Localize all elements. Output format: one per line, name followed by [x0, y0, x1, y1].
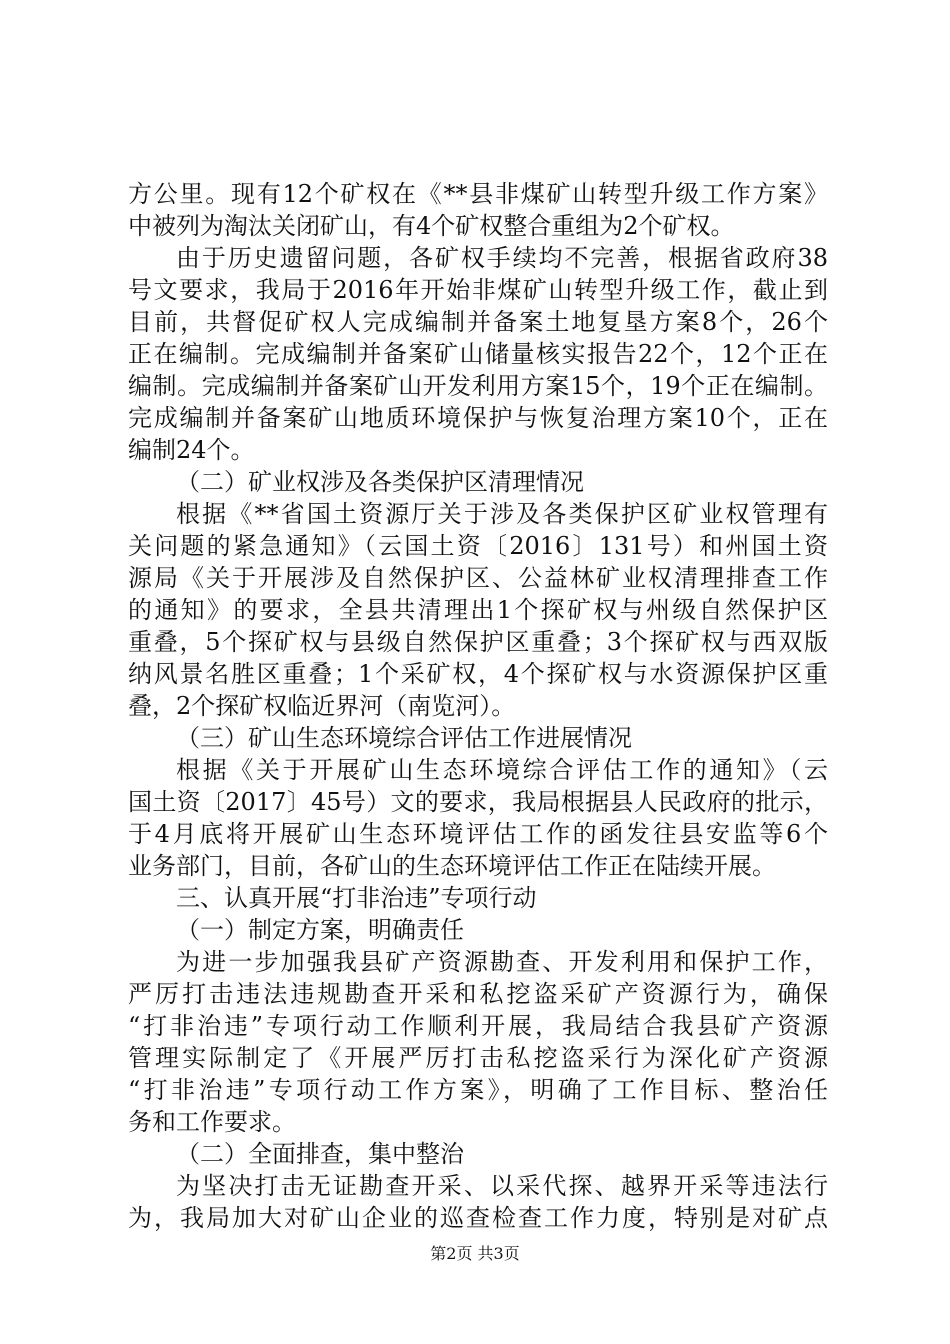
paragraph-line: 根据《**省国土资源厅关于涉及各类保护区矿业权管理有	[176, 500, 828, 528]
paragraph-line: 务和工作要求。	[128, 1108, 296, 1136]
paragraph-line: “打非治违”专项行动工作顺利开展，我局结合我县矿产资源	[128, 1012, 828, 1040]
paragraph-line: 纳风景名胜区重叠；1个采矿权，4个探矿权与水资源保护区重	[128, 660, 828, 688]
paragraph-line: 方公里。现有12个矿权在《**县非煤矿山转型升级工作方案》	[128, 180, 828, 208]
paragraph-line: 中被列为淘汰关闭矿山，有4个矿权整合重组为2个矿权。	[128, 212, 735, 240]
paragraph-line: 关问题的紧急通知》（云国土资〔2016〕131号）和州国土资	[128, 532, 828, 560]
paragraph-line: 为进一步加强我县矿产资源勘查、开发利用和保护工作，	[176, 948, 828, 976]
paragraph-line: 由于历史遗留问题，各矿权手续均不完善，根据省政府38	[176, 244, 828, 272]
paragraph-line: 根据《关于开展矿山生态环境综合评估工作的通知》（云	[176, 756, 828, 784]
paragraph-line: 正在编制。完成编制并备案矿山储量核实报告22个，12个正在	[128, 340, 828, 368]
paragraph-line: 为坚决打击无证勘查开采、以采代探、越界开采等违法行	[176, 1172, 828, 1200]
paragraph-line: 完成编制并备案矿山地质环境保护与恢复治理方案10个，正在	[128, 404, 828, 432]
paragraph-line: 管理实际制定了《开展严厉打击私挖盗采行为深化矿产资源	[128, 1044, 828, 1072]
paragraph-line: 编制。完成编制并备案矿山开发利用方案15个，19个正在编制。	[128, 372, 828, 400]
paragraph-line: 号文要求，我局于2016年开始非煤矿山转型升级工作，截止到	[128, 276, 828, 304]
paragraph-line: 于4月底将开展矿山生态环境评估工作的函发往县安监等6个	[128, 820, 828, 848]
section-heading: （二）全面排查，集中整治	[176, 1140, 464, 1168]
paragraph-line: 国土资〔2017〕45号）文的要求，我局根据县人民政府的批示，	[128, 788, 828, 816]
paragraph-line: 严厉打击违法违规勘查开采和私挖盗采矿产资源行为，确保	[128, 980, 828, 1008]
paragraph-line: 的通知》的要求，全县共清理出1个探矿权与州级自然保护区	[128, 596, 828, 624]
section-heading: （二）矿业权涉及各类保护区清理情况	[176, 468, 584, 496]
paragraph-line: 为，我局加大对矿山企业的巡查检查工作力度，特别是对矿点	[128, 1204, 828, 1232]
paragraph-line: 目前，共督促矿权人完成编制并备案土地复垦方案8个，26个	[128, 308, 828, 336]
section-heading: （三）矿山生态环境综合评估工作进展情况	[176, 724, 632, 752]
paragraph-line: 业务部门，目前，各矿山的生态环境评估工作正在陆续开展。	[128, 852, 776, 880]
paragraph-line: 编制24个。	[128, 436, 255, 464]
section-heading: （一）制定方案，明确责任	[176, 916, 464, 944]
paragraph-line: 重叠，5个探矿权与县级自然保护区重叠；3个探矿权与西双版	[128, 628, 828, 656]
paragraph-line: 叠，2个探矿权临近界河（南览河）。	[128, 692, 516, 720]
page-number-footer: 第2页 共3页	[430, 1244, 520, 1263]
paragraph-line: “打非治违”专项行动工作方案》，明确了工作目标、整治任	[128, 1076, 828, 1104]
section-heading: 三、认真开展“打非治违”专项行动	[176, 884, 537, 912]
paragraph-line: 源局《关于开展涉及自然保护区、公益林矿业权清理排查工作	[128, 564, 828, 592]
